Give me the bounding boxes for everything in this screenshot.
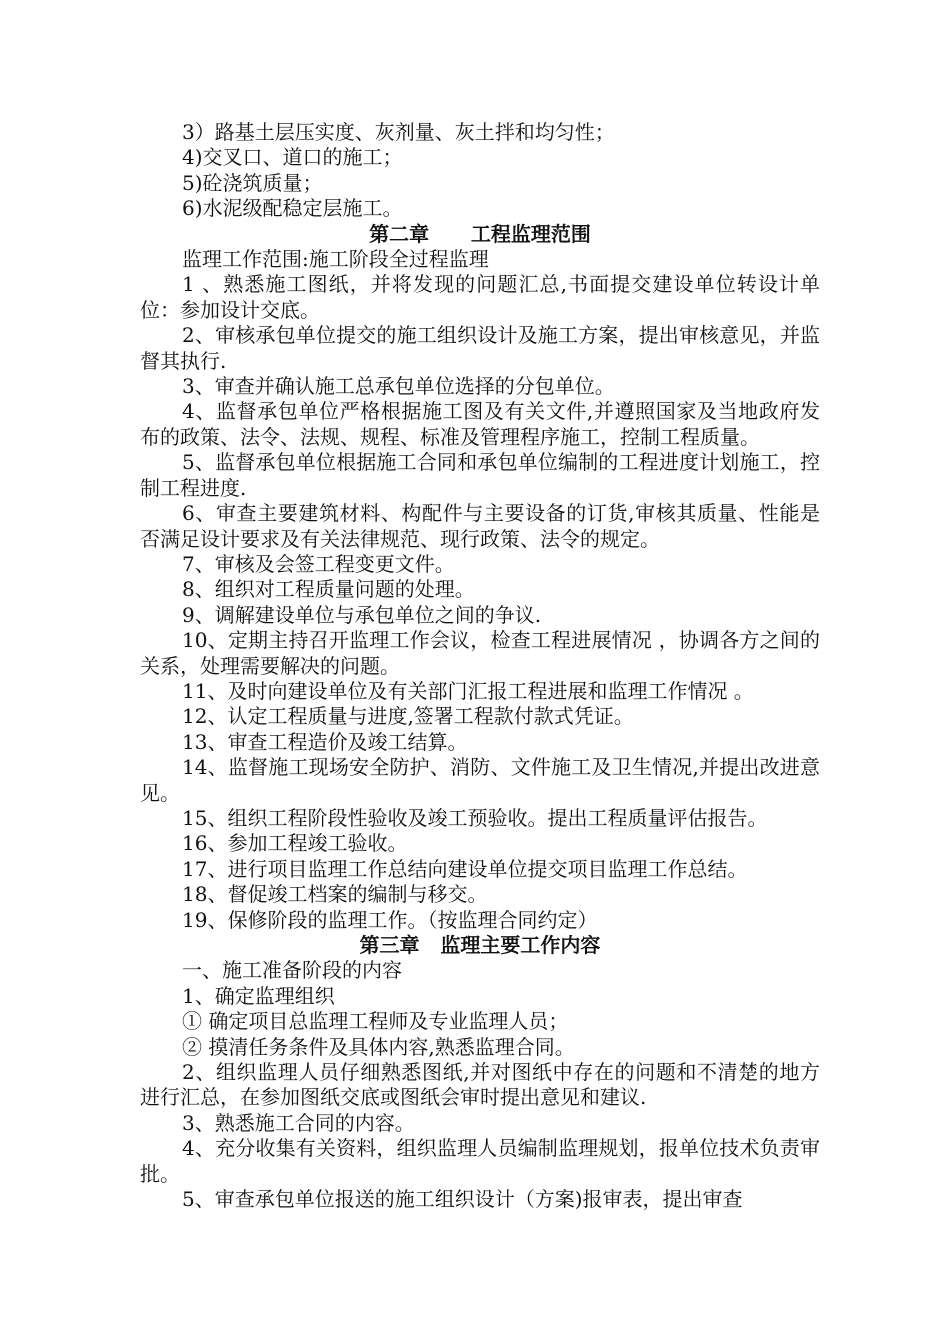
document-page	[140, 120, 820, 1212]
chapter-heading: 第三章 监理主要工作内容	[359, 933, 601, 957]
list-item: 16、参加工程竣工验收。	[182, 831, 408, 856]
list-item: ① 确定项目总监理工程师及专业监理人员；	[182, 1009, 569, 1034]
list-item: 10、定期主持召开监理工作会议，检查工程进展情况 ，协调各方之间的关系，处理需要解决的问题。	[140, 628, 820, 678]
list-item: 17、进行项目监理工作总结向建设单位提交项目监理工作总结。	[182, 856, 748, 881]
list-item: 11、及时向建设单位及有关部门汇报工程进展和监理工作情况 。	[182, 678, 754, 703]
list-item: 12、认定工程质量与进度,签署工程款付款式凭证。	[182, 704, 634, 729]
list-item: 14、监督施工现场安全防护、消防、文件施工及卫生情况,并提出改进意见。	[140, 755, 820, 805]
list-item: 1 、熟悉施工图纸，并将发现的问题汇总,书面提交建设单位转设计单位：参加设计交底。	[140, 272, 820, 322]
list-item: 8、组织对工程质量问题的处理。	[182, 577, 475, 602]
section-heading: 一、施工准备阶段的内容	[182, 958, 402, 983]
list-item: 3、审查并确认施工总承包单位选择的分包单位。	[182, 374, 615, 399]
list-item: 3、熟悉施工合同的内容。	[182, 1110, 415, 1135]
list-item: 5、监督承包单位根据施工合同和承包单位编制的工程进度计划施工，控制工程进度.	[140, 450, 820, 500]
list-item: 18、督促竣工档案的编制与移交。	[182, 882, 488, 907]
list-item: 5)砼浇筑质量；	[182, 170, 323, 195]
list-item: 9、调解建设单位与承包单位之间的争议.	[182, 602, 542, 627]
list-item: 4)交叉口、道口的施工；	[182, 145, 403, 170]
list-item: 3）路基土层压实度、灰剂量、灰土拌和均匀性；	[182, 120, 615, 144]
list-item: 19、保修阶段的监理工作。（按监理合同约定）	[182, 907, 598, 932]
list-item: 4、监督承包单位严格根据施工图及有关文件,并遵照国家及当地政府发布的政策、法令、法规、规程、标准及管理程序施工，控制工程质量。	[140, 399, 820, 449]
list-item: 6)水泥级配稳定层施工。	[182, 196, 403, 221]
list-item: 4、充分收集有关资料，组织监理人员编制监理规划，报单位技术负责审批。	[140, 1136, 820, 1186]
list-item: 2、审核承包单位提交的施工组织设计及施工方案，提出审核意见，并监督其执行.	[140, 323, 820, 373]
list-item: ② 摸清任务条件及具体内容,熟悉监理合同。	[182, 1034, 575, 1059]
list-item: 5、审查承包单位报送的施工组织设计（方案)报审表，提出审查	[182, 1187, 743, 1212]
list-item: 13、审查工程造价及竣工结算。	[182, 729, 468, 754]
list-item: 2、组织监理人员仔细熟悉图纸,并对图纸中存在的问题和不清楚的地方进行汇总，在参加图纸交底或图纸会审时提出意见和建议.	[140, 1060, 820, 1110]
scope-line: 监理工作范围:施工阶段全过程监理	[182, 247, 489, 272]
subsection-heading: 1、确定监理组织	[182, 983, 335, 1008]
list-item: 7、审核及会签工程变更文件。	[182, 551, 455, 576]
list-item: 15、组织工程阶段性验收及竣工预验收。提出工程质量评估报告。	[182, 805, 768, 830]
list-item: 6、审查主要建筑材料、构配件与主要设备的订货,审核其质量、性能是否满足设计要求及有关法律规范、现行政策、法令的规定。	[140, 501, 820, 551]
chapter-heading: 第二章 工程监理范围	[369, 221, 591, 246]
